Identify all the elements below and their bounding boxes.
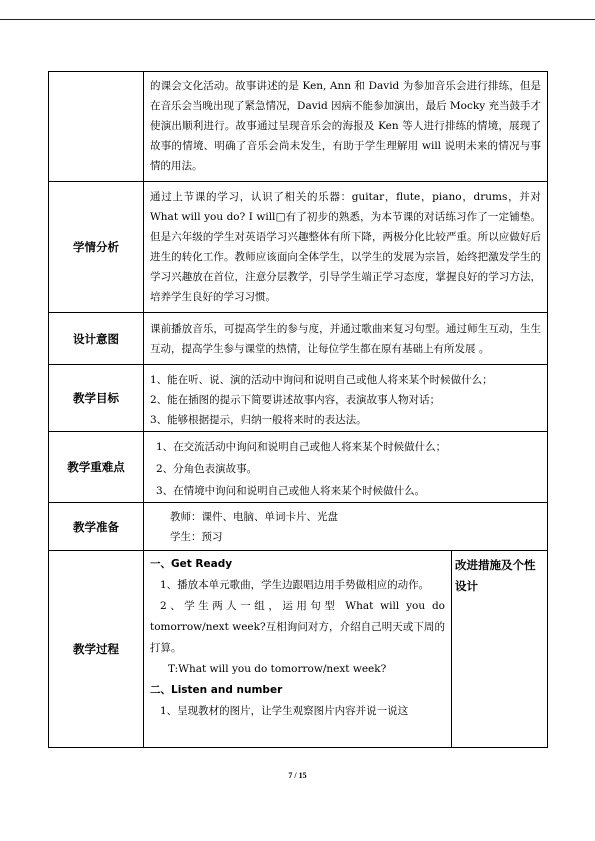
intro-cell — [144, 72, 548, 182]
prep-label: 教学准备 — [49, 503, 144, 551]
goals-row — [49, 365, 548, 432]
design-cell — [144, 313, 548, 365]
process-example: T:What will you do tomorrow/next week? — [168, 663, 387, 675]
key-item: 3、在情境中询问和说明自己或他人将来某个时候做什么。 — [156, 485, 426, 497]
intro-label-cell — [49, 72, 144, 182]
header-rule — [0, 19, 595, 20]
key-item: 2、分角色表演故事。 — [156, 463, 258, 475]
intro-row — [49, 72, 548, 182]
learning-text: 通过上节课的学习，认识了相关的乐器：guitar，flute，piano，drums，并对 What will you do? I will□有了初步的熟悉，为本节课的对话练习作了一定铺垫。但是六年级的学生对英语学习兴趣整体有所下降，两极分化比较严重。所以应做好后进生的转化工作。教师应该面向全体学生，以学生的发展为宗旨，始终把激发学生的学习兴趣放在首位，注意分层教学，引导学生端正学习态度，掌握良好的学习方法，培养学生良好的学习习惯。 — [150, 191, 542, 303]
improve-label: 改进措施及个性设计 — [455, 558, 536, 593]
key-item: 1、在交流活动中询问和说明自己或他人将来某个时候做什么； — [156, 441, 447, 453]
intro-text: 的课会文化活动。故事讲述的是 Ken, Ann 和 David 为参加音乐会进行排练，但是在音乐会当晚出现了紧急情况，David 因病不能参加演出，最后 Mocky 充当鼓手才使演出顺利进行。故事通过呈现音乐会的海报及 Ken 等人进行排练的情境，展现了故事的情境、明确了音乐会尚未发生，有助于学生理解用 will 说明未来的情况与事情的用法。 — [150, 80, 542, 172]
prep-row — [49, 503, 548, 551]
process-step: 1、播放本单元歌曲，学生边跟唱边用手势做相应的动作。 — [160, 579, 430, 591]
goals-cell — [144, 365, 548, 432]
lesson-plan-table — [48, 71, 548, 748]
page-number: 7 / 15 — [288, 771, 307, 780]
goal-item: 1、能在听、说、演的活动中询问和说明自己或他人将来某个时候做什么； — [150, 374, 493, 386]
prep-item: 教师：课件、电脑、单词卡片、光盘 — [170, 511, 338, 523]
learning-row — [49, 182, 548, 313]
process-heading-1: 一、Get Ready — [150, 558, 233, 570]
process-row — [49, 551, 548, 748]
goals-label: 教学目标 — [49, 365, 144, 432]
learning-cell — [144, 182, 548, 313]
process-heading-2: 二、Listen and number — [150, 684, 283, 696]
learning-label: 学情分析 — [49, 182, 144, 313]
improve-cell — [452, 551, 548, 748]
design-row — [49, 313, 548, 365]
process-step: 2、学生两人一组，运用句型 What will you do tomorrow/next week?互相询问对方，介绍自己明天或下周的打算。 — [150, 600, 445, 654]
process-step: 1、呈现教材的图片，让学生观察图片内容并说一说这 — [160, 705, 409, 717]
key-cell — [144, 432, 548, 503]
process-cell — [144, 551, 452, 748]
goal-item: 3、能够根据提示，归纳一般将来时的表达法。 — [150, 414, 367, 426]
prep-cell — [144, 503, 548, 551]
process-label: 教学过程 — [49, 551, 144, 748]
key-row — [49, 432, 548, 503]
key-label: 教学重难点 — [49, 432, 144, 503]
prep-item: 学生：预习 — [170, 531, 223, 543]
design-label: 设计意图 — [49, 313, 144, 365]
design-text: 课前播放音乐，可提高学生的参与度，并通过歌曲来复习句型。通过师生互动，生生互动，提高学生参与课堂的热情，让每位学生都在原有基础上有所发展 。 — [150, 323, 542, 355]
goal-item: 2、能在插图的提示下简要讲述故事内容，表演故事人物对话； — [150, 394, 441, 406]
